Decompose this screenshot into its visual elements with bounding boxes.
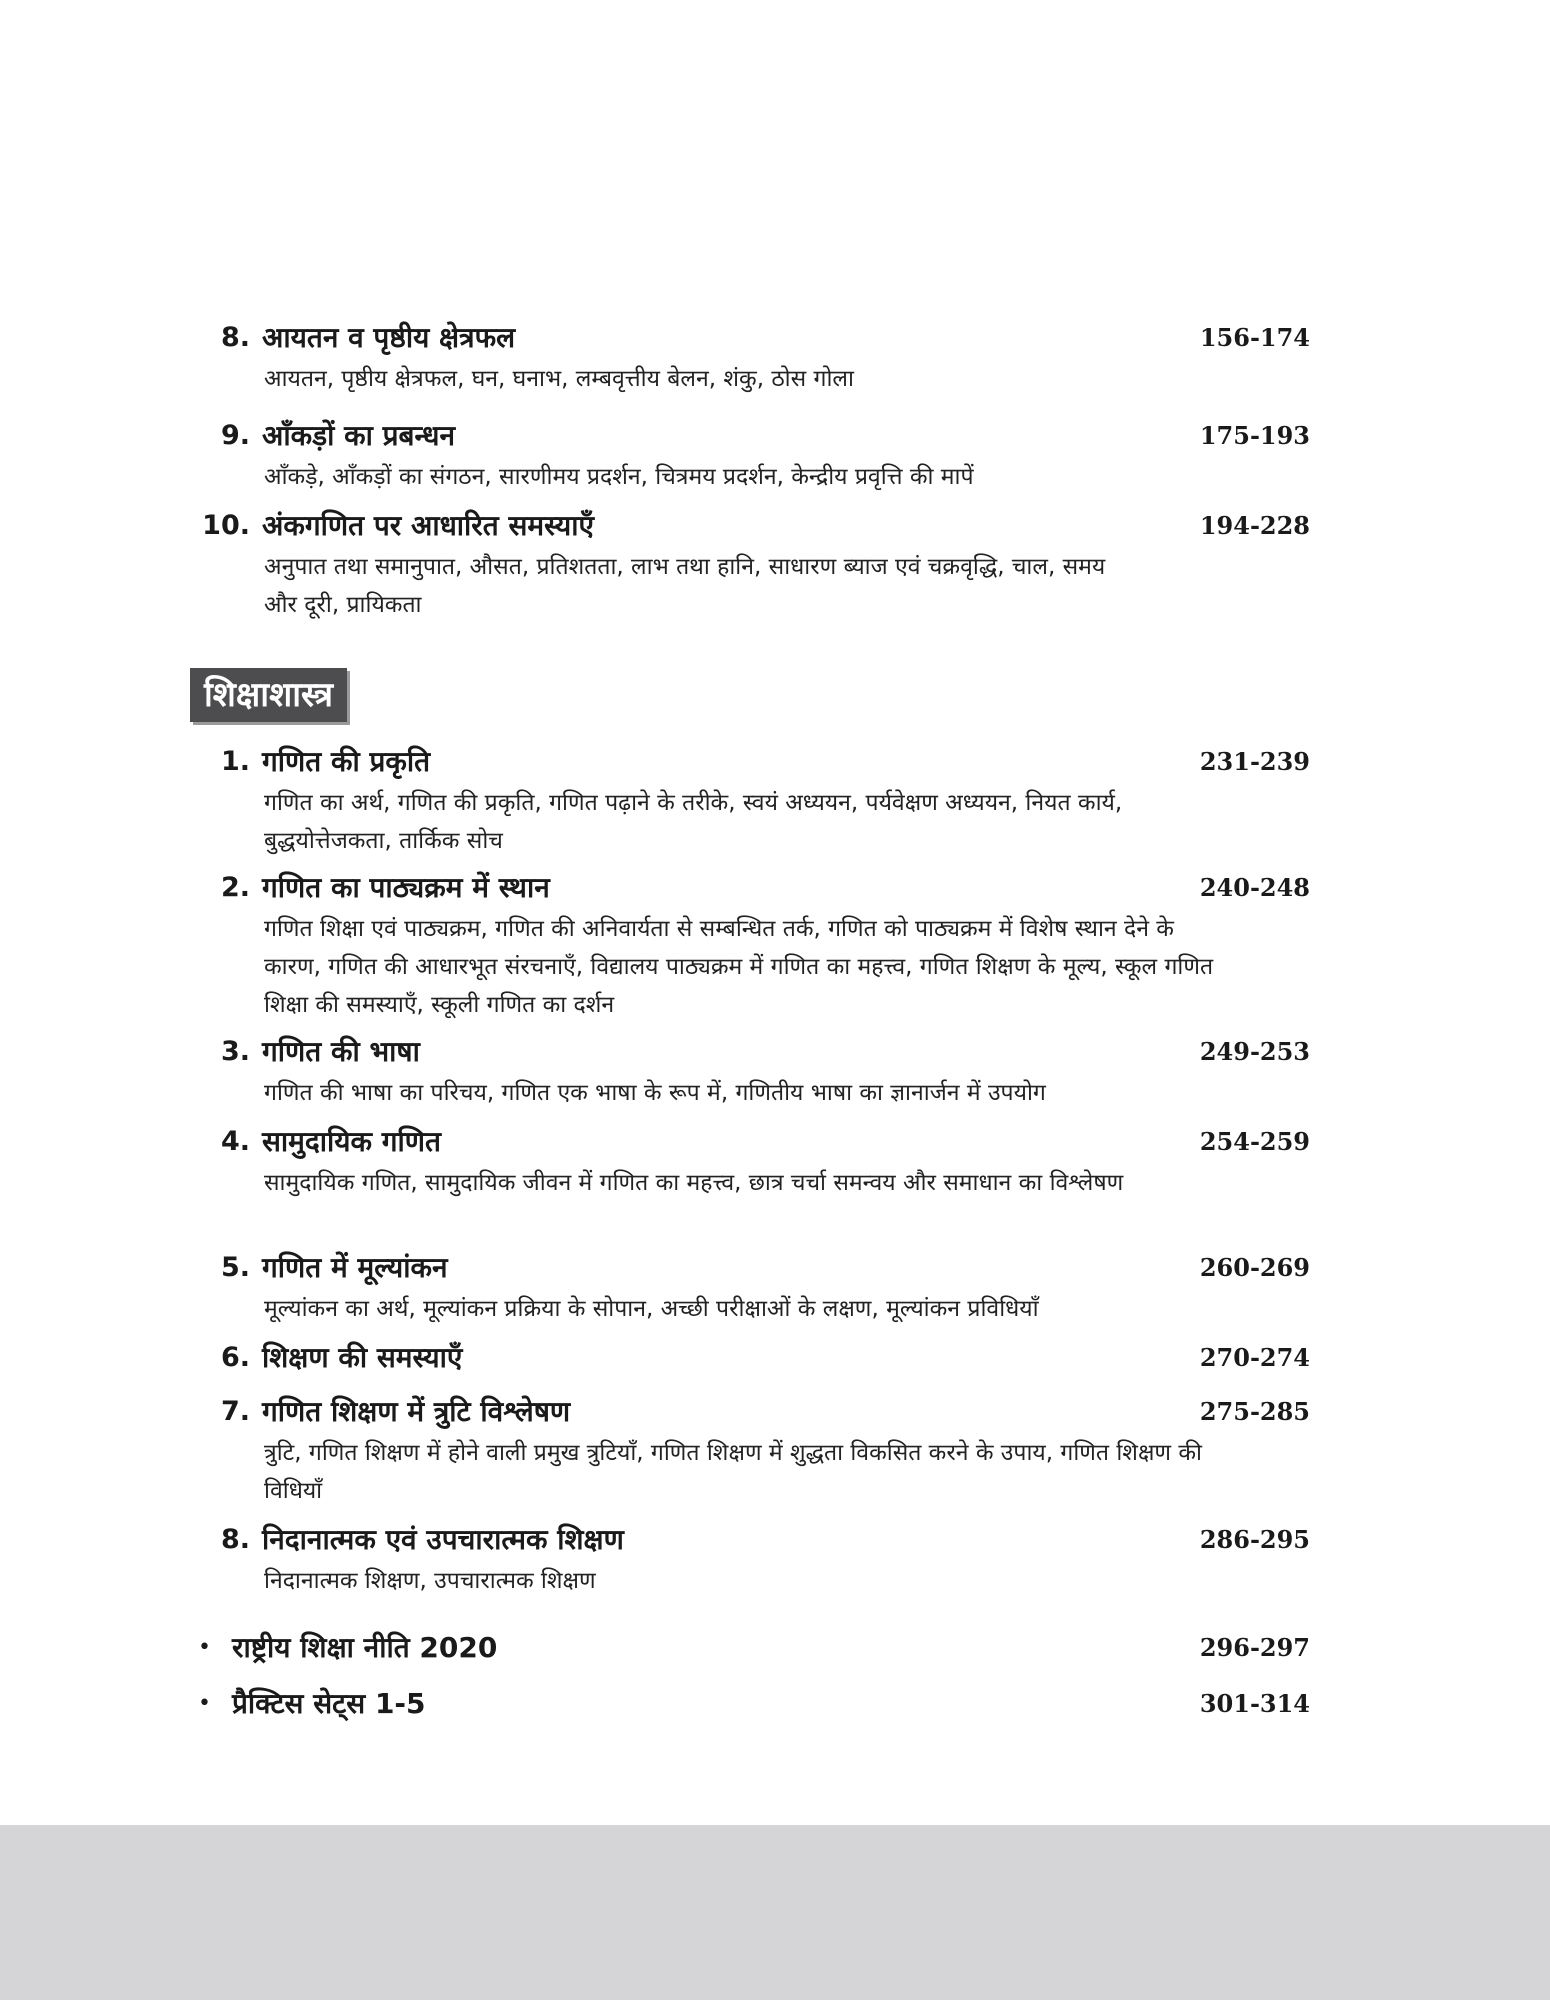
- chapter-number: 3.: [220, 1036, 250, 1067]
- page-range: 260-269: [1199, 1253, 1310, 1282]
- chapter-number: 2.: [220, 872, 250, 903]
- extra-title: राष्ट्रीय शिक्षा नीति 2020: [232, 1631, 498, 1664]
- page-range: 240-248: [1199, 873, 1310, 902]
- chapter-topics: मूल्यांकन का अर्थ, मूल्यांकन प्रक्रिया के सोपान, अच्छी परीक्षाओं के लक्षण, मूल्यांकन प्रविधियाँ: [264, 1296, 1039, 1322]
- chapter-number: 9.: [220, 420, 250, 451]
- chapter-title: गणित की प्रकृति: [262, 745, 431, 778]
- chapter-topics: गणित शिक्षा एवं पाठ्यक्रम, गणित की अनिवार्यता से सम्बन्धित तर्क, गणित को पाठ्यक्रम में विशेष स्थान देने के कारण, गणित की आधारभूत संरचनाएँ, विद्यालय पाठ्यक्रम में गणित का महत्त्व, गणित शिक्षण के मूल्य, स्कूल गणित शिक्षा की समस्याएँ, स्कूली गणित का दर्शन: [264, 916, 1214, 1018]
- chapter-title: शिक्षण की समस्याएँ: [262, 1341, 463, 1374]
- page-range: 286-295: [1199, 1525, 1310, 1554]
- chapter-title: सामुदायिक गणित: [262, 1125, 442, 1158]
- page-range: 270-274: [1199, 1343, 1310, 1372]
- chapter-topics: त्रुटि, गणित शिक्षण में होने वाली प्रमुख त्रुटियाँ, गणित शिक्षण में शुद्धता विकसित करने के उपाय, गणित शिक्षण की विधियाँ: [264, 1440, 1202, 1504]
- chapter-title: गणित का पाठ्यक्रम में स्थान: [262, 871, 550, 904]
- chapter-number: 8.: [220, 1524, 250, 1555]
- chapter-title: गणित की भाषा: [262, 1035, 420, 1068]
- bullet-icon: •: [198, 1635, 211, 1660]
- chapter-topics: अनुपात तथा समानुपात, औसत, प्रतिशतता, लाभ तथा हानि, साधारण ब्याज एवं चक्रवृद्धि, चाल, समय और दूरी, प्रायिकता: [264, 554, 1106, 618]
- chapter-topics: आँकड़े, आँकड़ों का संगठन, सारणीमय प्रदर्शन, चित्रमय प्रदर्शन, केन्द्रीय प्रवृत्ति की मापें: [264, 464, 974, 490]
- page-range: 254-259: [1199, 1127, 1310, 1156]
- bullet-icon: •: [198, 1691, 211, 1716]
- chapter-topics: निदानात्मक शिक्षण, उपचारात्मक शिक्षण: [264, 1568, 596, 1594]
- page-range: 296-297: [1199, 1633, 1310, 1662]
- page-range: 249-253: [1199, 1037, 1310, 1066]
- page-range: 231-239: [1199, 747, 1310, 776]
- chapter-title: आयतन व पृष्ठीय क्षेत्रफल: [262, 321, 516, 354]
- chapter-number: 10.: [202, 510, 250, 541]
- section-heading-pedagogy: शिक्षाशास्त्र: [190, 668, 347, 722]
- chapter-number: 6.: [220, 1342, 250, 1373]
- chapter-topics: गणित की भाषा का परिचय, गणित एक भाषा के रूप में, गणितीय भाषा का ज्ञानार्जन में उपयोग: [264, 1080, 1046, 1106]
- chapter-title: निदानात्मक एवं उपचारात्मक शिक्षण: [262, 1523, 624, 1556]
- page-range: 301-314: [1199, 1689, 1310, 1718]
- page-range: 194-228: [1199, 511, 1310, 540]
- chapter-topics: गणित का अर्थ, गणित की प्रकृति, गणित पढ़ाने के तरीके, स्वयं अध्ययन, पर्यवेक्षण अध्ययन, नियत कार्य, बुद्धयोत्तेजकता, तार्किक सोच: [264, 790, 1123, 854]
- chapter-title: गणित शिक्षण में त्रुटि विश्लेषण: [262, 1395, 571, 1428]
- chapter-number: 5.: [220, 1252, 250, 1283]
- chapter-title: अंकगणित पर आधारित समस्याएँ: [262, 509, 595, 542]
- chapter-number: 8.: [220, 322, 250, 353]
- page-range: 175-193: [1199, 421, 1310, 450]
- chapter-title: आँकड़ों का प्रबन्धन: [262, 419, 456, 452]
- chapter-topics: सामुदायिक गणित, सामुदायिक जीवन में गणित का महत्त्व, छात्र चर्चा समन्वय और समाधान का विश्लेषण: [264, 1170, 1124, 1196]
- page-range: 156-174: [1199, 323, 1310, 352]
- extra-title: प्रैक्टिस सेट्स 1-5: [232, 1687, 426, 1720]
- chapter-number: 1.: [220, 746, 250, 777]
- chapter-title: गणित में मूल्यांकन: [262, 1251, 448, 1284]
- chapter-number: 7.: [220, 1396, 250, 1427]
- chapter-number: 4.: [220, 1126, 250, 1157]
- page-range: 275-285: [1199, 1397, 1310, 1426]
- footer-band: [0, 1825, 1550, 2000]
- chapter-topics: आयतन, पृष्ठीय क्षेत्रफल, घन, घनाभ, लम्बवृत्तीय बेलन, शंकु, ठोस गोला: [264, 366, 854, 392]
